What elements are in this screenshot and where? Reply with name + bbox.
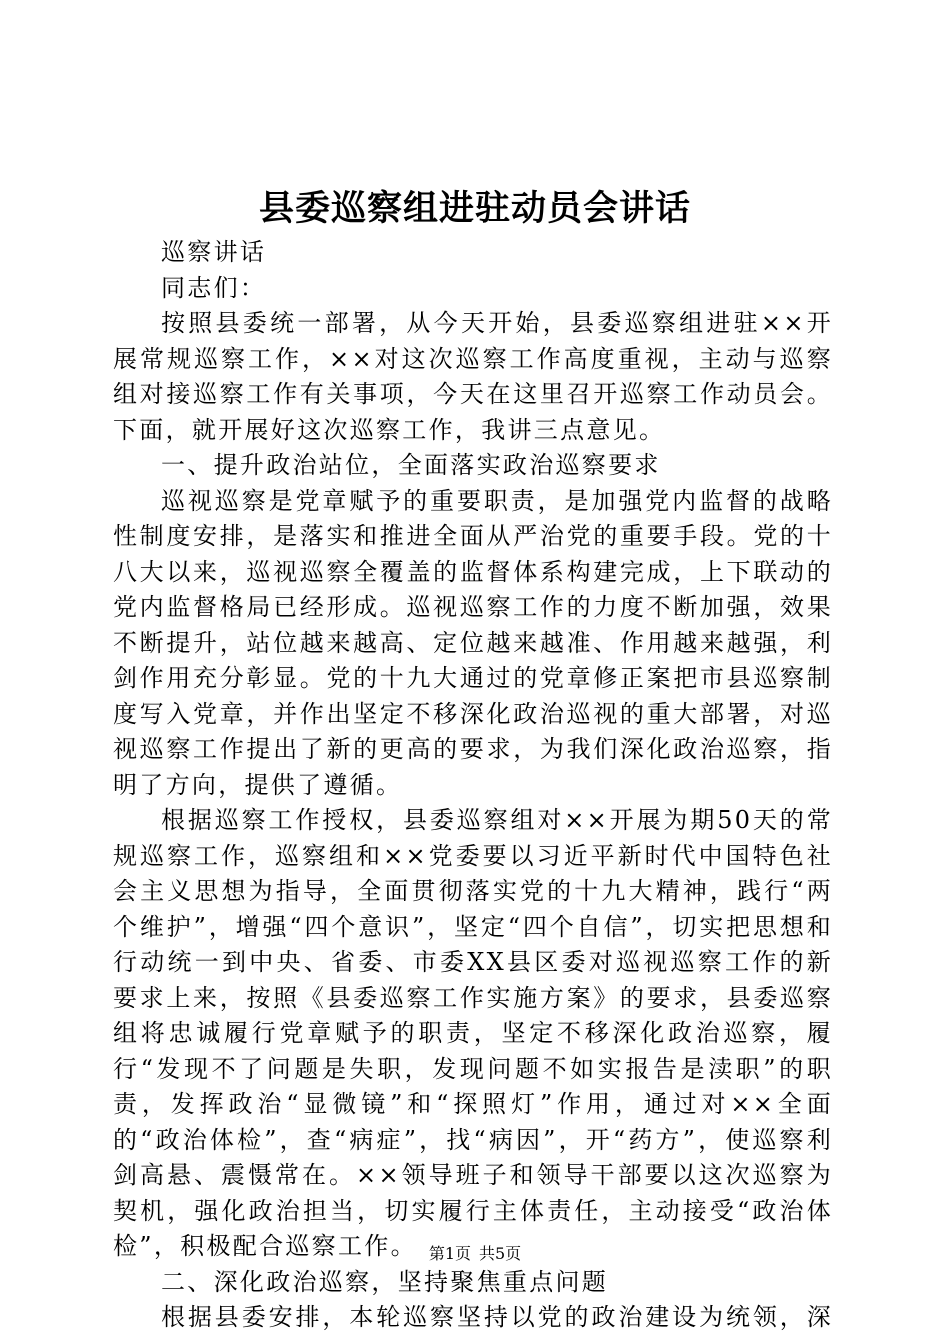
document-title: 县委巡察组进驻动员会讲话 [258,188,691,229]
paragraph-intro: 按照县委统一部署，从今天开始，县委巡察组进驻××开展常规巡察工作，××对这次巡察工作高度重视，主动与巡察组对接巡察工作有关事项，今天在这里召开巡察工作动员会。下面，就开展好这次巡察工作，我讲三点意见。 [113,309,833,444]
page-total: 共5页 [479,1244,522,1263]
paragraph-body: 根据县委安排，本轮巡察坚持以党的政治建设为统领，深 [161,1303,833,1331]
paragraph-body: 根据巡察工作授权，县委巡察组对××开展为期50天的常规巡察工作，巡察组和××党委要以习近平新时代中国特色社会主义思想为指导，全面贯彻落实党的十九大精神，践行“两个维护”，增强“四个意识”，坚定“四个自信”，切实把思想和行动统一到中央、省委、市委XX县区委对巡视巡察工作的新要求上来，按照《县委巡察工作实施方案》的要求，县委巡察组将忠诚履行党章赋予的职责，坚定不移深化政治巡察，履行“发现不了问题是失职，发现问题不如实报告是渎职”的职责，发挥政治“显微镜”和“探照灯”作用，通过对××全面的“政治体检”，查“病症”，找“病因”，开“药方”，使巡察利剑高悬、震慑常在。××领导班子和领导干部要以这次巡察为契机，强化政治担当，切实履行主体责任，主动接受“政治体检”，积极配合巡察工作。 [113,806,833,1260]
section-heading-2: 二、深化政治巡察，坚持聚焦重点问题 [161,1267,609,1296]
paragraph-salutation: 同志们： [161,273,267,302]
paragraph-label: 巡察讲话 [161,238,267,266]
document-body [113,235,833,1336]
page-number: 第1页 [428,1244,471,1263]
section-heading-1: 一、提升政治站位，全面落实政治巡察要求 [161,451,661,479]
page-footer [0,1242,950,1266]
paragraph-body: 巡视巡察是党章赋予的重要职责，是加强党内监督的战略性制度安排，是落实和推进全面从严治党的重要手段。党的十八大以来，巡视巡察全覆盖的监督体系构建完成，上下联动的党内监督格局已经形成。巡视巡察工作的力度不断加强，效果不断提升，站位越来越高、定位越来越准、作用越来越强，利剑作用充分彰显。党的十九大通过的党章修正案把市县巡察制度写入党章，并作出坚定不移深化政治巡视的重大部署，对巡视巡察工作提出了新的更高的要求，为我们深化政治巡察，指明了方向，提供了遵循。 [113,486,833,799]
